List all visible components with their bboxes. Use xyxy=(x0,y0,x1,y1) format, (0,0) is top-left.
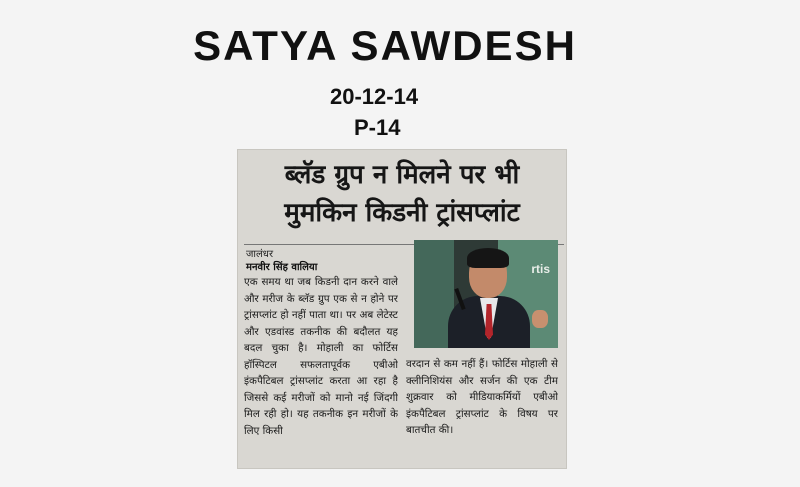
article-column-1: एक समय था जब किडनी दान करने वाले और मरीज के ब्लॅड ग्रुप एक से न होने पर ट्रांसप्लांट हो नहीं पाता था। पर अब लेटेस्ट और एडवांस्ड तकनीक की बदौलत यह बदल चुका है। मोहाली का फोर्टिस हॉस्पिटल सफलतापूर्वक एबीओ इंकपैटिबल ट्रांसप्लांट करता आ रहा है जिससे कई मरीजों को मानो नई जिंदगी मिल रही हो। यह तकनीक इन मरीजों के लिए किसी xyxy=(244,276,398,437)
headline-line-2: मुमकिन किडनी ट्रांसप्लांट xyxy=(284,198,520,228)
publication-page: P-14 xyxy=(354,115,401,140)
speaker-hair xyxy=(467,248,509,268)
speaker-hand xyxy=(532,310,548,328)
article-headline xyxy=(246,156,558,232)
article-photo xyxy=(414,240,558,348)
newspaper-clipping xyxy=(238,150,566,468)
article-byline: मनवीर सिंह वालिया xyxy=(246,262,318,273)
headline-line-1: ब्लॅड ग्रुप न मिलने पर भी xyxy=(284,160,520,190)
photo-banner-text: rtis xyxy=(531,262,550,276)
publication-date: 20-12-14 xyxy=(330,84,419,109)
article-dateline: जालंधर xyxy=(246,249,274,260)
article-column-2: वरदान से कम नहीं हैं। फोर्टिस मोहाली से क्लीनिशियंस और सर्जन की एक टीम शुक्रवार को मीडियाकर्मियों एबीओ इंकपैटिबल ट्रांसप्लांट के विषय पर बातचीत की। xyxy=(406,358,558,436)
publication-name: SATYA SAWDESH xyxy=(193,22,577,69)
